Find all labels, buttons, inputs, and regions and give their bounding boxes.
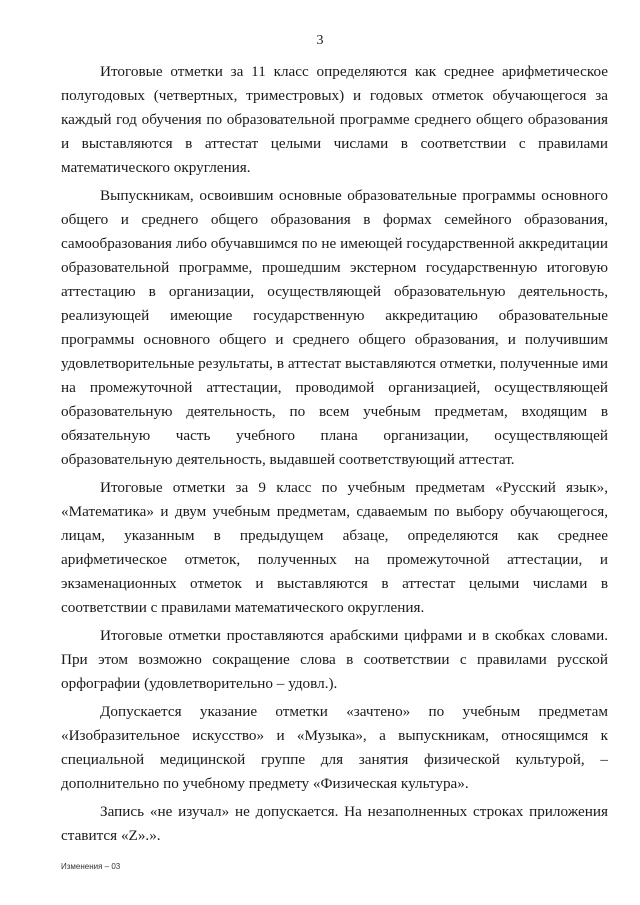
paragraph-passed-mark: Допускается указание отметки «зачтено» по учебным предметам «Изобразительное искусство» и «Музыка», а выпускникам, относящимся к специальной медицинской группе для занятия физической культурой, – дополнительно по учебному предмету «Физическая культура».	[61, 703, 608, 792]
paragraph-grade-notation: Итоговые отметки проставляются арабскими цифрами и в скобках словами. При этом возможно сокращение слова в соответствии с правилами русской орфографии (удовлетворительно – удовл.).	[61, 627, 608, 692]
paragraph-final-grades-11: Итоговые отметки за 11 класс определяются как среднее арифметическое полугодовых (четвертных, триместровых) и годовых отметок обучающегося за каждый год обучения по образовательной программе среднего общего образования и выставляются в аттестат целыми числами в соответствии с правилами математического округления.	[61, 63, 608, 176]
footer-revision-note: Изменения – 03	[61, 862, 121, 871]
paragraph-graduates-family-education: Выпускникам, освоившим основные образовательные программы основного общего и среднего общего образования в формах семейного образования, самообразования либо обучавшимся по не имеющей государственной аккредитации образовательной программе, прошедшим экстерном государственную итоговую аттестацию в организации, осуществляющей образовательную деятельность, реализующей имеющие государственную аккредитацию образовательные программы основного общего и среднего общего образования, и получившим удовлетворительные результаты, в аттестат выставляются отметки, полученные ими на промежуточной аттестации, проводимой организацией, осуществляющей образовательную деятельность, по всем учебным предметам, входящим в обязательную часть учебного плана организации, осуществляющей образовательную деятельность, выдавшей соответствующий аттестат.	[61, 187, 608, 468]
paragraph-final-grades-9: Итоговые отметки за 9 класс по учебным предметам «Русский язык», «Математика» и двум учебным предметам, сдаваемым по выбору обучающегося, лицам, указанным в предыдущем абзаце, определяются как среднее арифметическое отметок, полученных на промежуточной аттестации, и экзаменационных отметок и выставляются в аттестат целыми числами в соответствии с правилами математического округления.	[61, 479, 608, 616]
paragraph-not-studied: Запись «не изучал» не допускается. На незаполненных строках приложения ставится «Z».».	[61, 803, 608, 844]
document-body	[61, 60, 608, 852]
page-number: 3	[316, 33, 324, 48]
